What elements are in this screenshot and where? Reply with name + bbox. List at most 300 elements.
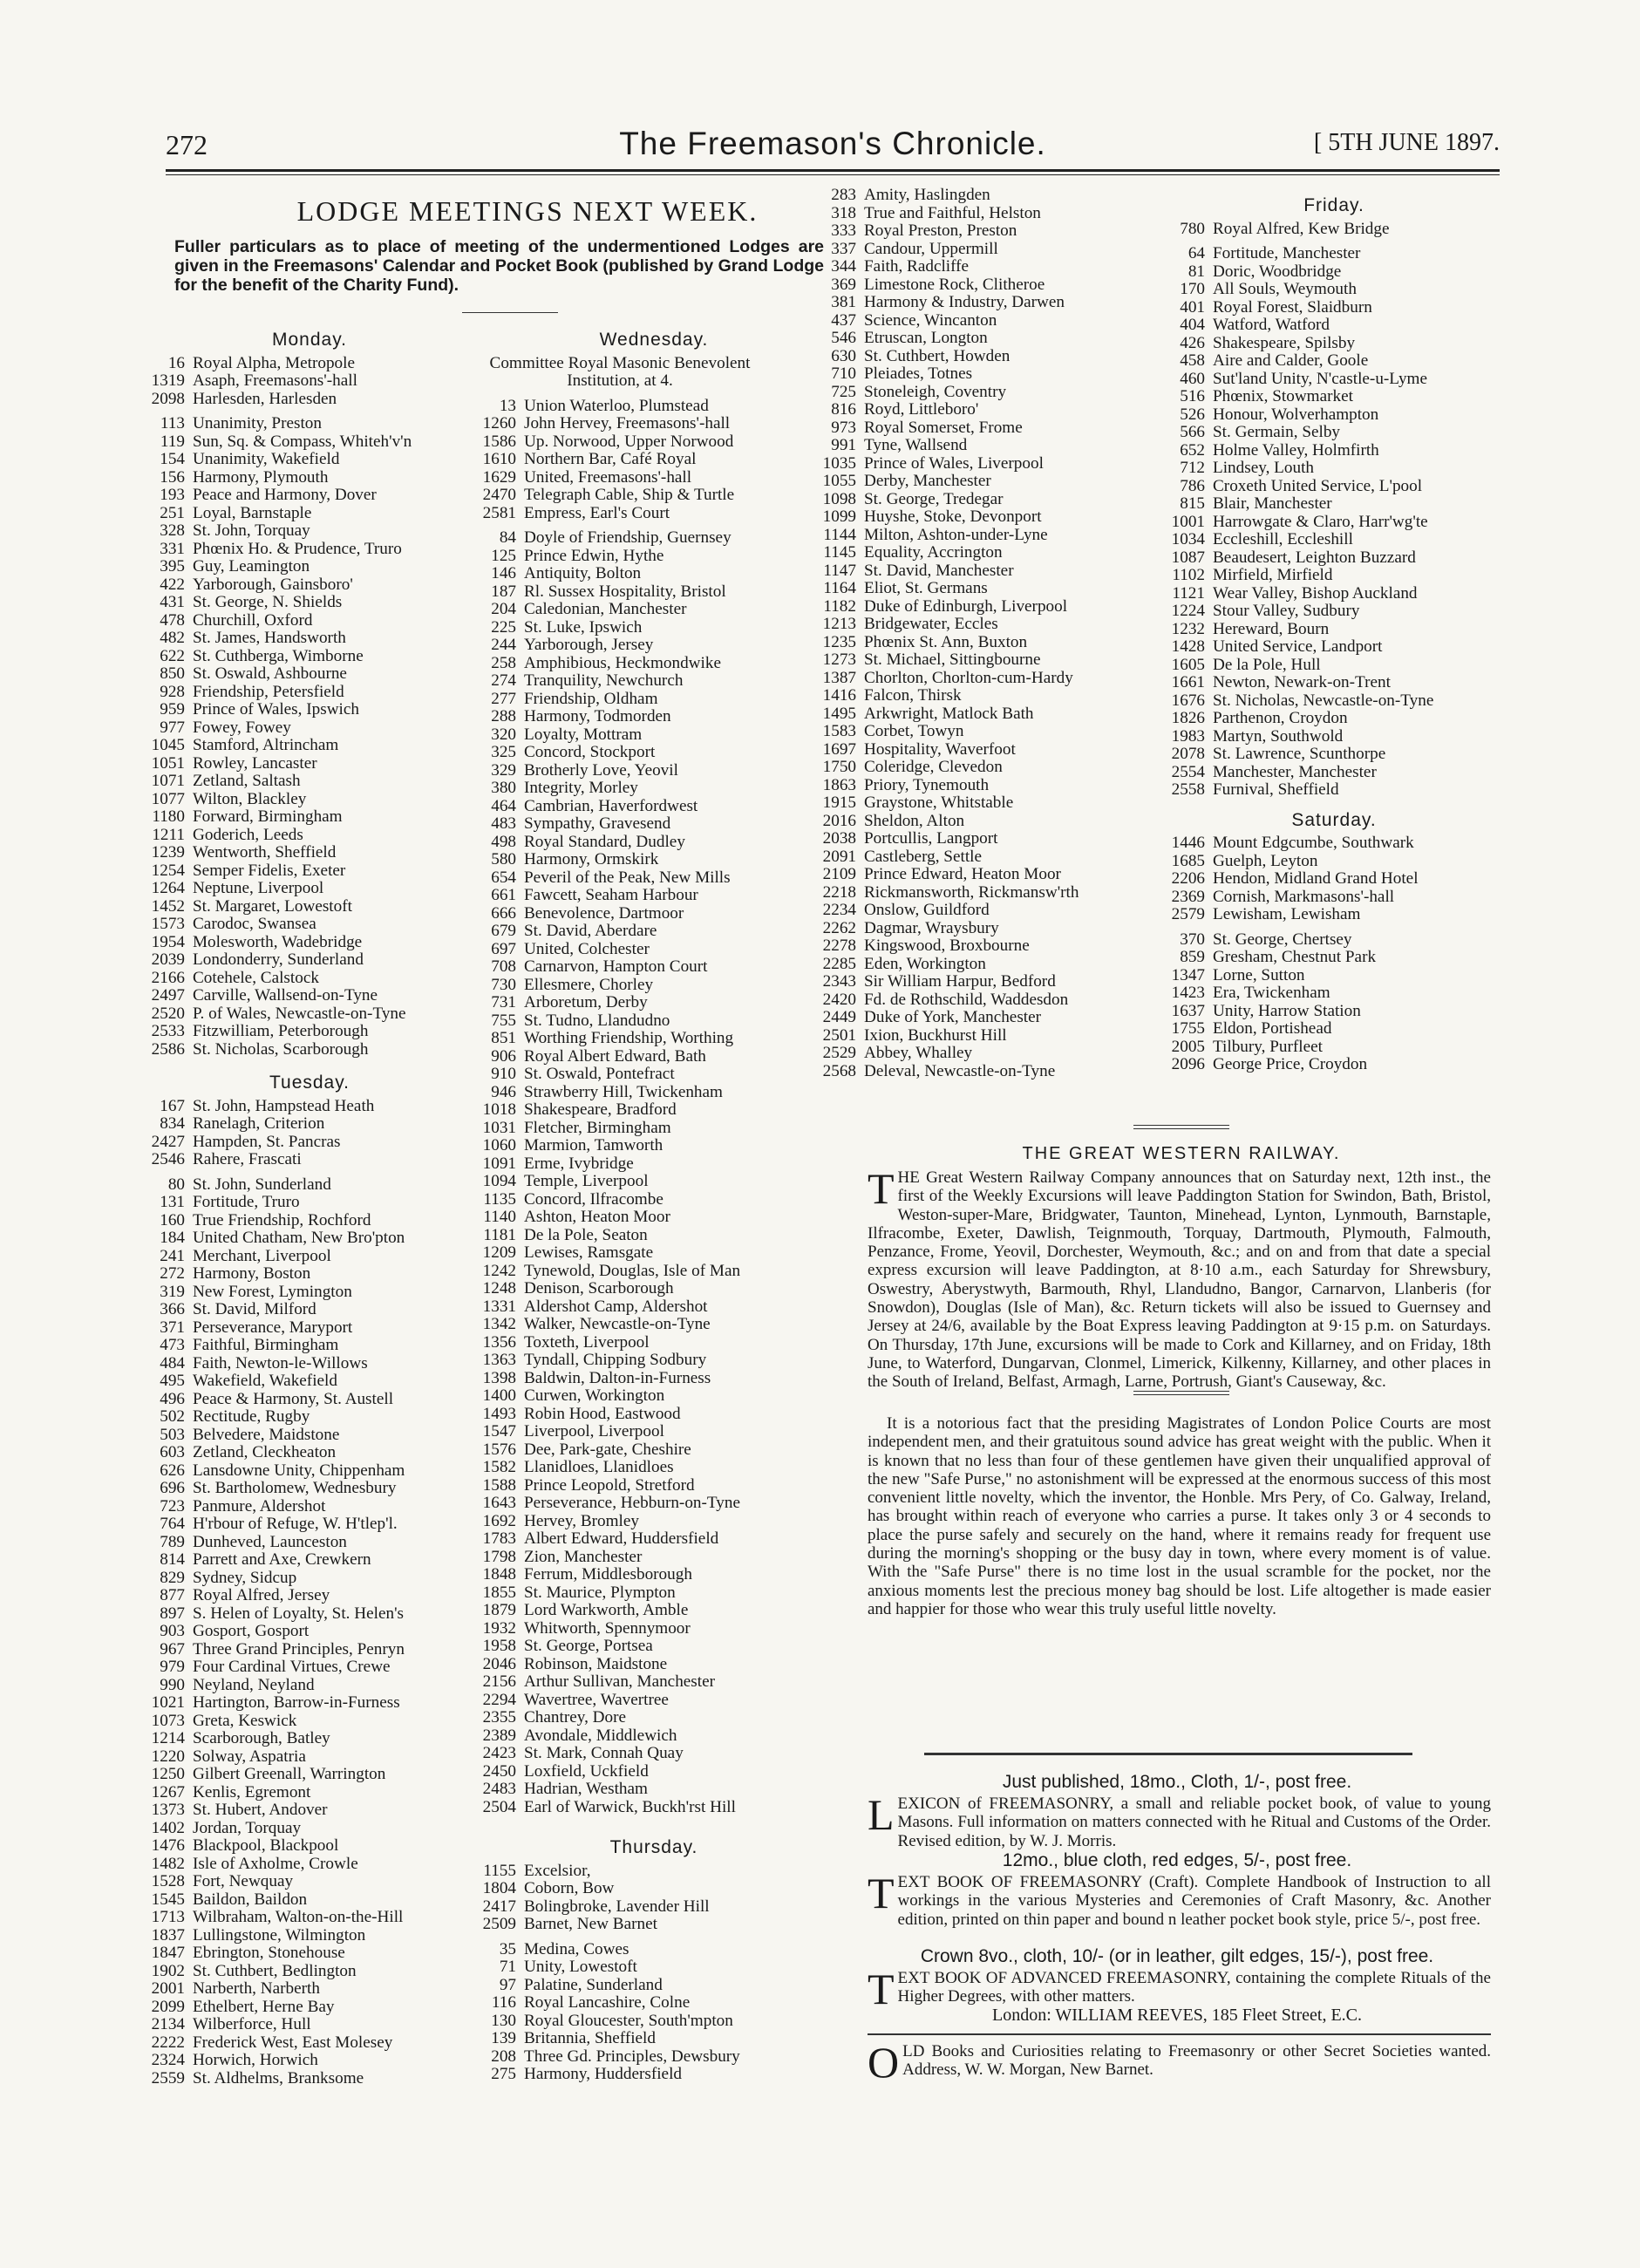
lodge-number: 1847	[151, 1944, 185, 1962]
lodge-number: 2558	[1171, 780, 1205, 799]
lodge-entry	[815, 902, 1147, 920]
column-wednesday-thursday	[475, 328, 833, 2084]
lodge-number: 859	[1180, 948, 1205, 966]
textbook-ad-text: EXT BOOK OF FREEMASONRY (Craft). Complete Handbook of Instruction to all workings in the various Mysteries and Ceremonies of Craft Masonry, &c. Another edition, printed on thin paper and bound n leather pocket book style, price 5/-, post free.	[897, 1873, 1491, 1929]
lodge-number: 2005	[1171, 1037, 1205, 1056]
lodge-number: 1576	[482, 1440, 516, 1459]
lodge-entry	[475, 994, 833, 1012]
lodge-entry	[1164, 514, 1504, 532]
old-books-ad	[868, 2038, 1491, 2087]
lodge-entry	[475, 1298, 833, 1317]
column-thursday-continued	[815, 187, 1147, 1080]
lodge-name-place: Friendship, Petersfield	[193, 682, 344, 701]
lodge-number: 829	[160, 1568, 185, 1587]
lodge-entry	[144, 827, 475, 845]
lodge-entry	[475, 834, 833, 852]
lodge-entry	[815, 616, 1147, 634]
lodge-entry	[475, 1799, 833, 1817]
lodge-number: 1077	[151, 789, 185, 808]
lodge-number: 1915	[822, 793, 856, 812]
lodge-name-place: Wakefield, Wakefield	[193, 1372, 337, 1390]
lodge-entry	[475, 1566, 833, 1584]
lodge-entry	[815, 419, 1147, 438]
lodge-name-place: Benevolence, Dartmoor	[524, 903, 684, 923]
lodge-entry	[144, 1909, 475, 1927]
lodge-entry	[144, 576, 475, 595]
lodge-entry	[815, 365, 1147, 384]
lodge-name-place: Parthenon, Croydon	[1213, 709, 1348, 727]
lodge-entry	[475, 451, 833, 469]
lodge-entry	[144, 1641, 475, 1659]
lodge-number: 498	[491, 832, 516, 851]
lodge-name-place: Royal Forest, Slaidburn	[1213, 297, 1372, 317]
lodge-number: 184	[160, 1229, 185, 1247]
lodge-number: 119	[160, 432, 185, 451]
lodge-number: 193	[160, 486, 185, 504]
lodge-number: 2546	[151, 1150, 185, 1168]
lodge-number: 329	[491, 760, 516, 780]
lodge-number: 395	[160, 557, 185, 576]
lodge-entry	[144, 1319, 475, 1338]
lodge-entry	[475, 601, 833, 619]
lodge-entry	[1164, 657, 1504, 675]
lodge-name-place: Falcon, Thirsk	[864, 686, 962, 705]
lodge-number: 154	[160, 450, 185, 468]
lodge-number: 2096	[1171, 1055, 1205, 1073]
lodge-name-place: Priory, Tynemouth	[864, 775, 990, 794]
lodge-name-place: Rahere, Frascati	[193, 1150, 302, 1168]
lodge-name-place: Fitzwilliam, Peterborough	[193, 1022, 369, 1040]
lodge-name-place: Prince Edward, Heaton Moor	[864, 865, 1061, 883]
lodge-number: 1034	[1171, 530, 1205, 548]
lodge-entry	[815, 670, 1147, 688]
lodge-number: 1073	[151, 1711, 185, 1730]
lodge-entry	[475, 708, 833, 726]
lodge-number: 1239	[151, 843, 185, 862]
lodge-name-place: Llanidloes, Llanidloes	[524, 1458, 674, 1476]
lodge-entry	[475, 744, 833, 762]
lodge-entry	[815, 813, 1147, 831]
lodge-number: 484	[160, 1353, 185, 1372]
lodge-entry	[815, 241, 1147, 259]
lodge-entry	[815, 956, 1147, 974]
lodge-number: 780	[1180, 219, 1205, 238]
lodge-name-place: Wavertree, Wavertree	[524, 1690, 669, 1709]
wednesday-heading: Wednesday.	[599, 330, 709, 350]
lodge-number: 2417	[482, 1897, 516, 1916]
lodge-name-place: Tyndall, Chipping Sodbury	[524, 1351, 707, 1369]
lodge-number: 71	[499, 1958, 516, 1976]
lodge-name-place: Duke of York, Manchester	[864, 1008, 1042, 1026]
lodge-entry	[475, 1781, 833, 1799]
lodge-name-place: St. Margaret, Lowestoft	[193, 896, 352, 916]
lodge-name-place: Fortitude, Manchester	[1213, 244, 1361, 262]
lodge-name-place: Ferrum, Middlesborough	[524, 1565, 692, 1584]
lodge-entry	[475, 529, 833, 548]
lodge-entry	[475, 1916, 833, 1934]
lodge-name-place: Fawcett, Seaham Harbour	[524, 886, 698, 904]
lodge-name-place: Perseverance, Maryport	[193, 1318, 353, 1337]
lodge-number: 679	[491, 922, 516, 940]
lodge-entry	[144, 1194, 475, 1212]
lodge-number: 426	[1180, 333, 1205, 352]
lodge-name-place: Harmony, Ormskirk	[524, 850, 659, 868]
lodge-number: 622	[160, 646, 185, 665]
lodge-entry	[1164, 1020, 1504, 1039]
lodge-name-place: Sydney, Sidcup	[193, 1568, 297, 1587]
lodge-entry	[144, 505, 475, 523]
lodge-name-place: Lorne, Sutton	[1213, 965, 1305, 984]
lodge-entry	[144, 1534, 475, 1552]
lodge-number: 959	[160, 700, 185, 719]
great-western-article	[868, 1164, 1491, 1392]
lodge-number: 2533	[151, 1022, 185, 1040]
lodge-entry	[1164, 674, 1504, 692]
lodge-number: 1214	[151, 1729, 185, 1747]
lodge-name-place: Royal Albert Edward, Bath	[524, 1046, 706, 1066]
lodge-number: 1804	[482, 1879, 516, 1897]
article-end-rule	[924, 1753, 1412, 1755]
lodge-name-place: Holme Valley, Holmfirth	[1213, 440, 1379, 460]
lodge-entry	[144, 1134, 475, 1152]
lodge-number: 1713	[151, 1908, 185, 1926]
lodge-name-place: Lord Warkworth, Amble	[524, 1601, 689, 1619]
lodge-number: 1545	[151, 1890, 185, 1909]
lodge-number: 2218	[822, 882, 856, 902]
lodge-name-place: Gosport, Gosport	[193, 1622, 310, 1640]
lodge-name-place: Excelsior,	[524, 1861, 591, 1880]
lodge-number: 366	[160, 1300, 185, 1318]
lodge-number: 1685	[1171, 851, 1205, 870]
lodge-name-place: True Friendship, Rochford	[193, 1210, 371, 1229]
lodge-number: 2234	[822, 901, 856, 919]
lodge-number: 437	[831, 310, 856, 330]
lodge-entry	[144, 862, 475, 881]
lodge-entry	[144, 1408, 475, 1427]
lodge-name-place: Sut'land Unity, N'castle-u-Lyme	[1213, 369, 1427, 388]
monday-heading: Monday.	[272, 330, 347, 350]
lodge-number: 973	[831, 418, 856, 437]
advanced-ad-heading: Crown 8vo., cloth, 10/- (or in leather, gilt edges, 15/-), post free.	[920, 1946, 1434, 1966]
lodge-name-place: Lullingstone, Wilmington	[193, 1925, 366, 1944]
lodge-number: 1051	[151, 753, 185, 773]
lodge-entry	[815, 473, 1147, 491]
lodge-entry	[144, 2016, 475, 2034]
lodge-number: 2109	[822, 865, 856, 883]
lodge-entry	[475, 1066, 833, 1084]
lodge-entry	[815, 222, 1147, 241]
lodge-number: 1692	[482, 1511, 516, 1530]
lodge-name-place: Dunheved, Launceston	[193, 1532, 347, 1551]
lodge-entry	[475, 1263, 833, 1281]
lodge-entry	[1164, 388, 1504, 406]
lodge-number: 473	[160, 1336, 185, 1354]
lodge-name-place: Yarborough, Gainsboro'	[193, 575, 353, 594]
lodge-entry	[815, 794, 1147, 813]
lodge-number: 1342	[482, 1315, 516, 1333]
drop-cap: T	[868, 1164, 895, 1213]
lodge-number: 1423	[1171, 984, 1205, 1002]
lodge-name-place: Belvedere, Maidstone	[193, 1425, 340, 1444]
lodge-entry	[815, 544, 1147, 562]
lodge-name-place: Harlesden, Harlesden	[193, 389, 337, 408]
lodge-name-place: Lewises, Ramsgate	[524, 1243, 654, 1262]
friday-list	[1164, 221, 1504, 800]
lodge-name-place: Eldon, Portishead	[1213, 1019, 1332, 1038]
lodge-name-place: Friendship, Oldham	[524, 689, 658, 708]
lodge-name-place: Hadrian, Westham	[524, 1780, 648, 1798]
lodge-number: 730	[491, 975, 516, 994]
lodge-entry	[475, 1513, 833, 1531]
lodge-name-place: Barnet, New Barnet	[524, 1915, 657, 1933]
lodge-number: 1826	[1171, 709, 1205, 727]
lodge-number: 1021	[151, 1693, 185, 1712]
lodge-number: 1144	[823, 525, 856, 544]
lodge-entry	[475, 2048, 833, 2067]
lodge-name-place: Royd, Littleboro'	[864, 400, 979, 419]
lodge-name-place: Wilberforce, Hull	[193, 2015, 311, 2033]
lodge-name-place: Palatine, Sunderland	[524, 1975, 663, 1994]
lodge-entry	[475, 923, 833, 941]
lodge-entry	[475, 1244, 833, 1263]
lodge-name-place: Martyn, Southwold	[1213, 726, 1344, 746]
lodge-entry	[144, 1023, 475, 1041]
lodge-number: 371	[160, 1318, 185, 1337]
lodge-name-place: St. George, N. Shields	[193, 593, 343, 611]
lodge-name-place: Yarborough, Jersey	[524, 636, 654, 654]
lodge-name-place: Liverpool, Liverpool	[524, 1422, 664, 1440]
lodge-entry	[1164, 746, 1504, 764]
lodge-name-place: Manchester, Manchester	[1213, 762, 1377, 781]
lodge-name-place: Honour, Wolverhampton	[1213, 405, 1379, 424]
lodge-name-place: Amphibious, Heckmondwike	[524, 653, 721, 672]
lodge-name-place: Rickmansworth, Rickmansw'rth	[864, 882, 1079, 902]
lodge-entry	[1164, 221, 1504, 239]
lodge-entry	[144, 755, 475, 773]
lodge-entry	[475, 433, 833, 452]
lodge-name-place: Shakespeare, Spilsby	[1213, 333, 1356, 352]
lodge-number: 274	[491, 671, 516, 690]
lodge-entry	[815, 651, 1147, 670]
lodge-number: 906	[491, 1046, 516, 1066]
lodge-name-place: Worthing Friendship, Worthing	[524, 1029, 734, 1047]
lodge-name-place: Hartington, Barrow-in-Furness	[193, 1693, 400, 1712]
lodge-entry	[475, 2066, 833, 2084]
lodge-number: 2504	[482, 1797, 516, 1816]
lodge-number: 1902	[151, 1961, 185, 1980]
lodge-number: 1055	[822, 472, 856, 490]
lodge-entry	[475, 977, 833, 995]
lodge-entry	[475, 691, 833, 709]
lodge-name-place: Candour, Uppermill	[864, 239, 998, 258]
lodge-entry	[475, 1673, 833, 1692]
lodge-name-place: St. John, Sunderland	[193, 1175, 331, 1194]
lodge-number: 1798	[482, 1547, 516, 1566]
lodge-name-place: St. Luke, Ipswich	[524, 617, 643, 637]
lodge-entry	[815, 759, 1147, 777]
lodge-name-place: Royal Alfred, Kew Bridge	[1213, 219, 1390, 238]
lodge-name-place: Kenlis, Egremont	[193, 1782, 311, 1801]
lodge-name-place: Harmony, Plymouth	[193, 467, 329, 487]
lodge-entry	[1164, 834, 1504, 853]
lodge-number: 1676	[1171, 691, 1205, 710]
lodge-entry	[1164, 317, 1504, 335]
lodge-entry	[815, 920, 1147, 938]
lodge-name-place: Fletcher, Birmingham	[524, 1118, 671, 1137]
lodge-number: 283	[831, 186, 856, 204]
lodge-name-place: Onslow, Guildford	[864, 901, 990, 919]
lodge-name-place: Britannia, Sheffield	[524, 2029, 656, 2047]
lodge-name-place: Etruscan, Longton	[864, 329, 988, 347]
lodge-number: 2497	[151, 986, 185, 1005]
lodge-number: 2427	[151, 1132, 185, 1151]
lodge-name-place: Gresham, Chestnut Park	[1213, 948, 1377, 966]
lodge-entry	[1164, 781, 1504, 800]
lodge-entry	[144, 1041, 475, 1059]
lodge-name-place: Zion, Manchester	[524, 1547, 643, 1566]
lodge-entry	[475, 1863, 833, 1881]
lodge-number: 251	[160, 503, 185, 522]
lodge-name-place: Dee, Park-gate, Cheshire	[524, 1440, 691, 1459]
lodge-number: 331	[160, 539, 185, 558]
lodge-name-place: Walker, Newcastle-on-Tyne	[524, 1315, 711, 1333]
lodge-name-place: Horwich, Horwich	[193, 2051, 318, 2069]
lodge-entry	[475, 619, 833, 637]
lodge-number: 1180	[152, 807, 185, 826]
lodge-number: 1495	[822, 704, 856, 723]
lodge-number: 1098	[822, 489, 856, 508]
lodge-name-place: Tranquility, Newchurch	[524, 671, 684, 690]
lodge-entry	[144, 541, 475, 559]
lodge-number: 1220	[151, 1747, 185, 1766]
lodge-name-place: Arkwright, Matlock Bath	[864, 704, 1034, 723]
lodge-number: 328	[160, 521, 185, 540]
wednesday-list	[475, 398, 833, 1817]
lodge-name-place: Croxeth United Service, L'pool	[1213, 476, 1423, 495]
lodge-number: 1983	[1171, 726, 1205, 746]
section-divider	[1133, 1128, 1229, 1129]
lexicon-ad-heading: Just published, 18mo., Cloth, 1/-, post free.	[1002, 1772, 1352, 1792]
lodge-entry	[144, 451, 475, 469]
lodge-name-place: Hervey, Bromley	[524, 1511, 639, 1530]
lodge-number: 2529	[822, 1044, 856, 1062]
lodge-entry	[144, 1801, 475, 1820]
lodge-name-place: Aire and Calder, Goole	[1213, 351, 1369, 370]
lodge-number: 1573	[151, 915, 185, 933]
lodge-name-place: Rowley, Lancaster	[193, 753, 317, 773]
lodge-name-place: Robin Hood, Eastwood	[524, 1404, 681, 1423]
lodge-entry	[1164, 424, 1504, 442]
lodge-name-place: Arthur Sullivan, Manchester	[524, 1672, 716, 1691]
lodge-entry	[144, 1212, 475, 1230]
lodge-name-place: Unanimity, Wakefield	[193, 450, 340, 468]
lodge-entry	[1164, 406, 1504, 425]
lodge-number: 2509	[482, 1915, 516, 1933]
lodge-entry	[144, 1355, 475, 1373]
lodge-entry	[1164, 1039, 1504, 1057]
lodge-name-place: Fowey, Fowey	[193, 718, 291, 737]
lodge-name-place: St. Cuthberga, Wimborne	[193, 646, 364, 665]
ad-divider	[868, 2033, 1491, 2035]
lodge-number: 1248	[482, 1279, 516, 1297]
lodge-entry	[1164, 853, 1504, 871]
lodge-number: 2554	[1171, 762, 1205, 781]
lodge-number: 1031	[482, 1118, 516, 1137]
lodge-number: 967	[160, 1639, 185, 1658]
lodge-name-place: Corbet, Towyn	[864, 722, 964, 740]
textbook-ad-heading: 12mo., blue cloth, red edges, 5/-, post free.	[1002, 1850, 1352, 1870]
lodge-entry	[815, 848, 1147, 867]
lodge-number: 64	[1187, 244, 1205, 262]
thursday-list	[475, 1863, 833, 2084]
lodge-entry	[144, 1301, 475, 1319]
lodge-number: 1250	[151, 1765, 185, 1783]
lodge-entry	[475, 1280, 833, 1298]
lodge-name-place: Zetland, Cleckheaton	[193, 1443, 337, 1461]
lodge-number: 1879	[482, 1601, 516, 1619]
lodge-number: 626	[160, 1461, 185, 1480]
lodge-number: 2420	[822, 990, 856, 1009]
lodge-name-place: P. of Wales, Newcastle-on-Tyne	[193, 1004, 406, 1023]
thursday-continued-list	[815, 187, 1147, 1080]
lodge-number: 1446	[1171, 834, 1205, 852]
lodge-entry	[1164, 531, 1504, 549]
lodge-number: 381	[831, 293, 856, 311]
lodge-name-place: Curwen, Workington	[524, 1386, 665, 1405]
lodge-number: 2369	[1171, 887, 1205, 906]
lexicon-ad-text: EXICON of FREEMASONRY, a small and reliable pocket book, of value to young Masons. Full information on matters connected with he Ritual and Customs of the Order. Revised edition, by W. J. Morris.	[897, 1795, 1491, 1850]
lodge-number: 1060	[482, 1136, 516, 1154]
lodge-number: 834	[160, 1114, 185, 1133]
lodge-number: 1400	[482, 1386, 516, 1405]
lodge-number: 1783	[482, 1529, 516, 1548]
lodge-name-place: St. David, Milford	[193, 1300, 316, 1318]
lodge-entry	[815, 1027, 1147, 1045]
lodge-name-place: St. Mark, Connah Quay	[524, 1744, 684, 1762]
lodge-number: 2520	[151, 1004, 185, 1023]
lodge-number: 380	[491, 779, 516, 797]
lodge-name-place: Chorlton, Chorlton-cum-Hardy	[864, 668, 1073, 687]
lodge-entry	[475, 1084, 833, 1102]
lodge-entry	[144, 469, 475, 487]
lodge-name-place: John Hervey, Freemasons'-hall	[524, 414, 731, 432]
lodge-number: 1091	[482, 1154, 516, 1173]
lodge-name-place: Milton, Ashton-under-Lyne	[864, 525, 1048, 544]
lodge-name-place: Dagmar, Wraysbury	[864, 918, 999, 937]
lodge-entry	[475, 548, 833, 566]
lodge-name-place: Ellesmere, Chorley	[524, 975, 654, 994]
lodge-entry	[475, 2030, 833, 2048]
lodge-number: 814	[160, 1550, 185, 1569]
lodge-name-place: Four Cardinal Virtues, Crewe	[193, 1658, 391, 1676]
lodge-name-place: Ranelagh, Criterion	[193, 1114, 325, 1133]
lodge-entry	[475, 1620, 833, 1638]
lodge-number: 1398	[482, 1368, 516, 1387]
lodge-entry	[815, 527, 1147, 545]
lodge-number: 1416	[822, 686, 856, 705]
lodge-name-place: Loyal, Barnstaple	[193, 503, 312, 522]
lodge-entry	[475, 1763, 833, 1781]
lodge-name-place: Phœnix, Stowmarket	[1213, 387, 1353, 405]
lodge-entry	[144, 1873, 475, 1891]
page-number: 272	[166, 129, 208, 160]
lodge-entry	[475, 1441, 833, 1460]
tuesday-heading: Tuesday.	[269, 1073, 350, 1093]
lodge-entry	[144, 1658, 475, 1677]
lodge-number: 1629	[482, 467, 516, 487]
lodge-entry	[475, 1602, 833, 1620]
lodge-number: 2450	[482, 1761, 516, 1781]
